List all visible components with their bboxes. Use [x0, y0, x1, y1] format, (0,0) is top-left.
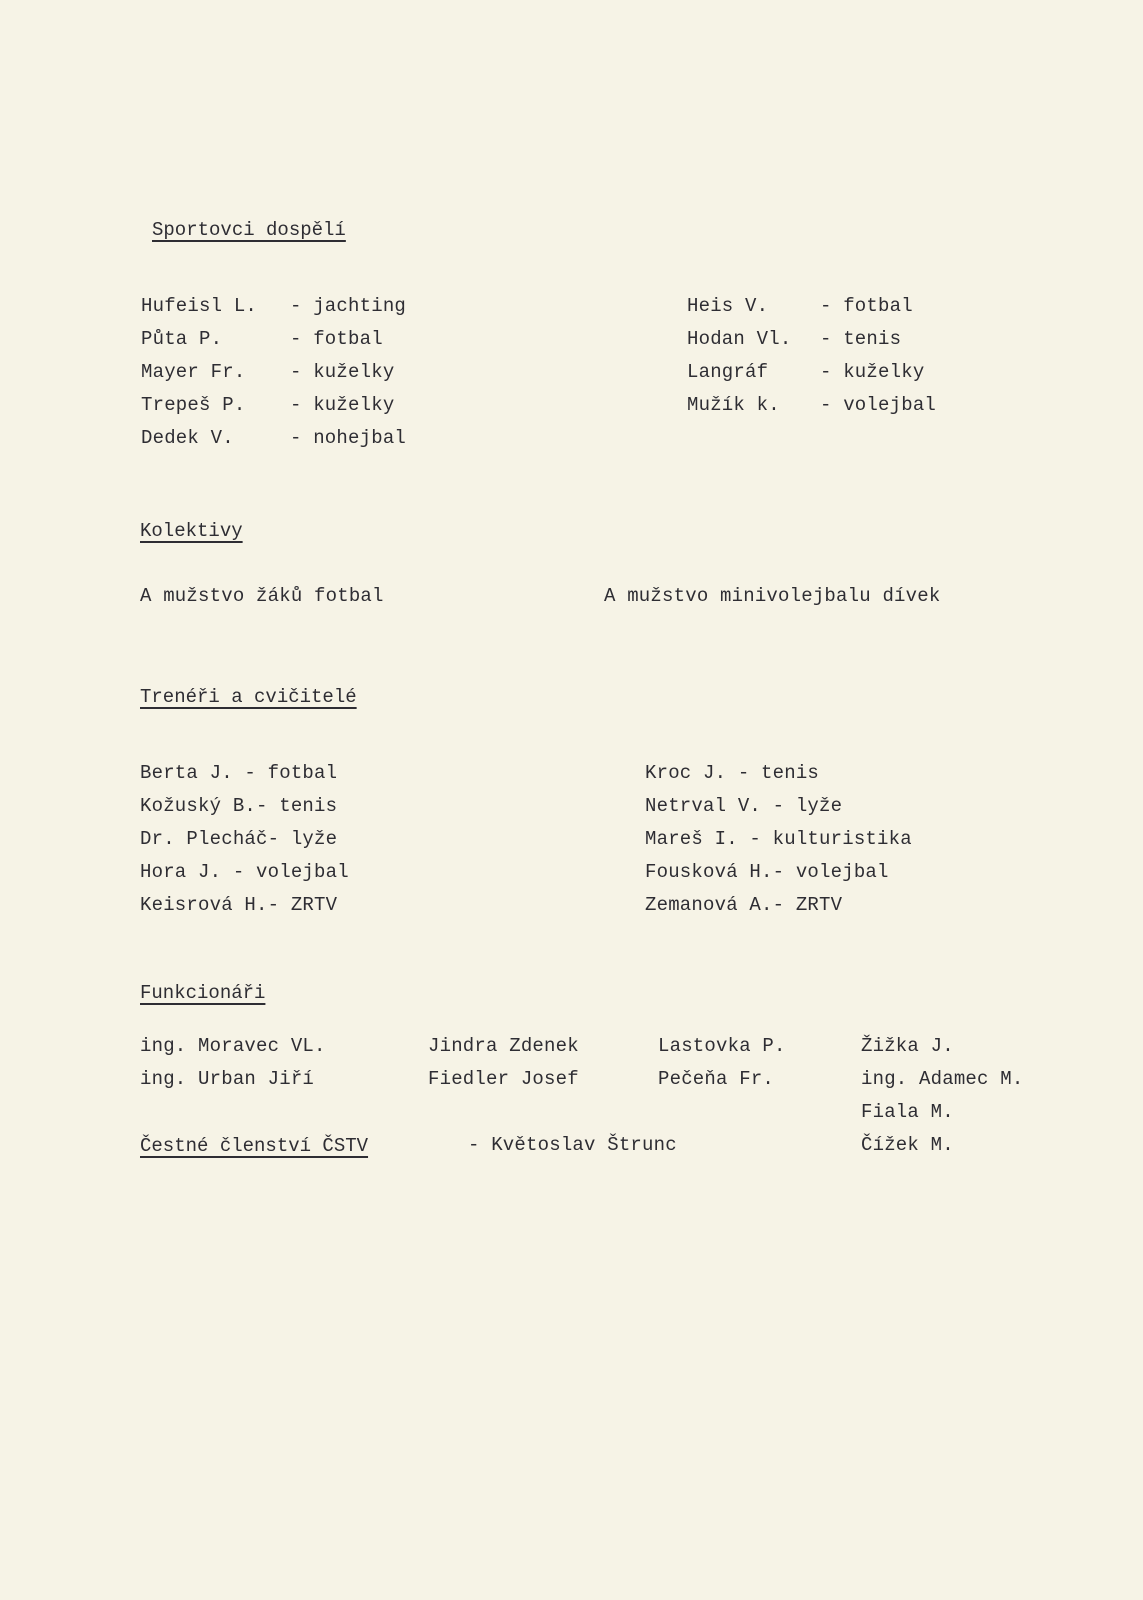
athlete-sport: - kuželky: [290, 361, 395, 383]
official-name: Fiedler Josef: [428, 1068, 579, 1090]
official-name: Fiala M.: [861, 1101, 954, 1123]
heading-kolektivy: Kolektivy: [140, 520, 243, 542]
heading-funkcionari: Funkcionáři: [140, 982, 266, 1004]
official-name: ing. Urban Jiří: [140, 1068, 315, 1090]
coach-entry: Berta J. - fotbal: [140, 762, 338, 784]
official-name: ing. Adamec M.: [861, 1068, 1024, 1090]
athlete-sport: - kuželky: [820, 361, 925, 383]
athlete-name: Hufeisl L.: [141, 295, 258, 317]
sportovci-left-list: [141, 290, 441, 455]
coach-entry: Hora J. - volejbal: [140, 861, 349, 883]
official-name: Čížek M.: [861, 1134, 954, 1156]
athlete-sport: - fotbal: [820, 295, 913, 317]
athlete-sport: - nohejbal: [290, 427, 407, 449]
coach-entry: Mareš I. - kulturistika: [645, 828, 912, 850]
athlete-sport: - kuželky: [290, 394, 395, 416]
sportovci-right-list: [687, 290, 987, 422]
heading-treneri: Trenéři a cvičitelé: [140, 686, 357, 708]
athlete-name: Půta P.: [141, 328, 223, 350]
athlete-sport: - fotbal: [290, 328, 383, 350]
athlete-sport: - tenis: [820, 328, 902, 350]
funkcionari-col-3: [658, 1030, 786, 1096]
heading-sportovci: Sportovci dospělí: [152, 219, 346, 241]
athlete-name: Hodan Vl.: [687, 328, 792, 350]
athlete-name: Mužík k.: [687, 394, 780, 416]
coach-entry: Netrval V. - lyže: [645, 795, 843, 817]
kolektiv-item: A mužstvo žáků fotbal: [140, 585, 384, 607]
athlete-name: Trepeš P.: [141, 394, 246, 416]
kolektiv-item: A mužstvo minivolejbalu dívek: [604, 585, 941, 607]
official-name: Lastovka P.: [658, 1035, 786, 1057]
official-name: Žižka J.: [861, 1035, 954, 1057]
official-name: Pečeňa Fr.: [658, 1068, 775, 1090]
funkcionari-col-2: [428, 1030, 579, 1096]
funkcionari-col-1: [140, 1030, 326, 1096]
athlete-sport: - jachting: [290, 295, 407, 317]
coach-entry: Zemanová A.- ZRTV: [645, 894, 843, 916]
coach-entry: Dr. Plecháč- lyže: [140, 828, 338, 850]
athlete-name: Mayer Fr.: [141, 361, 246, 383]
athlete-name: Dedek V.: [141, 427, 234, 449]
coach-entry: Keisrová H.- ZRTV: [140, 894, 338, 916]
honorary-member: - Květoslav Štrunc: [468, 1134, 677, 1156]
coach-entry: Kroc J. - tenis: [645, 762, 820, 784]
treneri-right-list: [645, 757, 912, 922]
athlete-name: Heis V.: [687, 295, 769, 317]
coach-entry: Kožuský B.- tenis: [140, 795, 338, 817]
official-name: ing. Moravec VL.: [140, 1035, 326, 1057]
athlete-sport: - volejbal: [820, 394, 937, 416]
heading-cestne-clenstvi: Čestné členství ČSTV: [140, 1135, 369, 1157]
official-name: Jindra Zdenek: [428, 1035, 579, 1057]
athlete-name: Langráf: [687, 361, 769, 383]
treneri-left-list: [140, 757, 349, 922]
funkcionari-col-4: [861, 1030, 1023, 1162]
coach-entry: Fousková H.- volejbal: [645, 861, 889, 883]
